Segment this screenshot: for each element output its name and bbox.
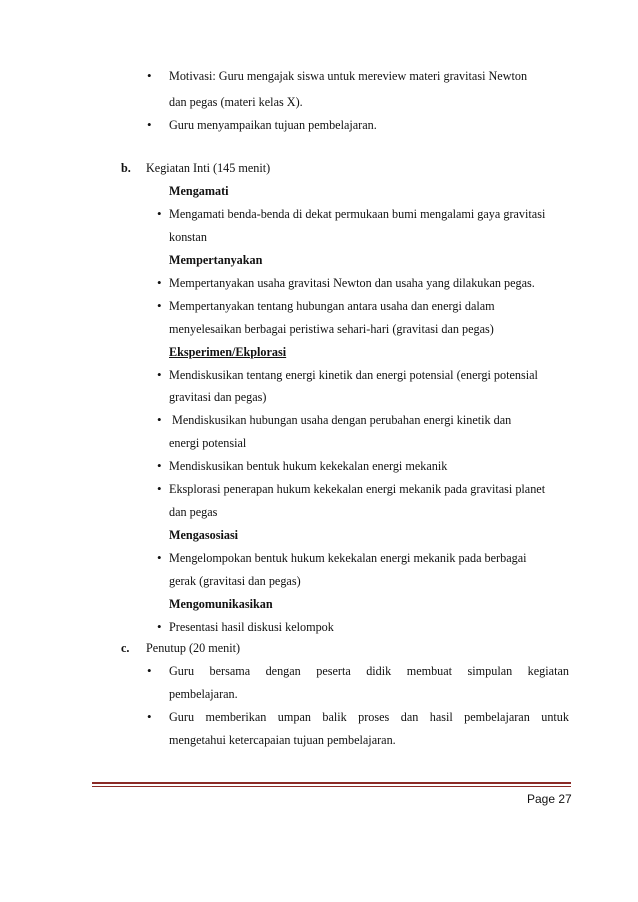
word: bersama <box>209 664 251 678</box>
word: untuk <box>541 710 569 724</box>
list-item-text: Eksplorasi penerapan hukum kekekalan energi mekanik pada gravitasi planet <box>169 482 546 496</box>
bullet-icon: • <box>147 663 152 678</box>
bullet-icon: • <box>147 117 152 132</box>
bullet-icon: • <box>157 412 162 427</box>
section-title: Penutup (20 menit) <box>146 641 241 655</box>
word: dengan <box>265 664 301 678</box>
word: hasil <box>429 710 453 724</box>
list-item-text: menyelesaikan berbagai peristiwa sehari-hari (gravitasi dan pegas) <box>169 322 494 336</box>
bullet-icon: • <box>147 709 152 724</box>
list-item-text: mengetahui ketercapaian tujuan pembelajaran. <box>169 733 396 747</box>
list-item-text: pembelajaran. <box>169 687 238 701</box>
bullet-icon: • <box>157 458 162 473</box>
list-item-text: dan pegas <box>169 505 218 519</box>
word: didik <box>366 664 392 678</box>
word: membuat <box>406 664 453 678</box>
subsection-heading: Eksperimen/Ekplorasi <box>169 345 287 359</box>
word: pembelajaran <box>464 710 530 724</box>
word: dan <box>400 710 419 724</box>
subsection-heading: Mengasosiasi <box>169 528 239 542</box>
list-item-text: Mengamati benda-benda di dekat permukaan bumi mengalami gaya gravitasi <box>169 207 546 221</box>
word: proses <box>358 710 390 724</box>
word: balik <box>322 710 347 724</box>
section-title: Kegiatan Inti (145 menit) <box>146 161 271 175</box>
justified-line <box>169 663 569 679</box>
section-letter: c. <box>121 641 130 655</box>
word: memberikan <box>205 710 267 724</box>
list-item-text: Mendiskusikan hubungan usaha dengan perubahan energi kinetik dan <box>172 413 512 427</box>
list-item-text: energi potensial <box>169 436 247 450</box>
list-item-text: gravitasi dan pegas) <box>169 390 267 404</box>
bullet-icon: • <box>157 550 162 565</box>
bullet-icon: • <box>157 298 162 313</box>
list-item-text: Presentasi hasil diskusi kelompok <box>169 620 334 634</box>
footer-rule <box>92 782 571 784</box>
list-item-text: konstan <box>169 230 207 244</box>
bullet-icon: • <box>157 481 162 496</box>
list-item-text: Mempertanyakan usaha gravitasi Newton dan usaha yang dilakukan pegas. <box>169 276 535 290</box>
bullet-icon: • <box>157 206 162 221</box>
bullet-icon: • <box>157 275 162 290</box>
word: peserta <box>316 664 351 678</box>
bullet-icon: • <box>157 367 162 382</box>
justified-line <box>169 709 569 725</box>
list-item-text: Mendiskusikan tentang energi kinetik dan energi potensial (energi potensial <box>169 368 538 382</box>
word: umpan <box>277 710 311 724</box>
word: simpulan <box>467 664 513 678</box>
list-item-text: Mendiskusikan bentuk hukum kekekalan energi mekanik <box>169 459 448 473</box>
list-item-text: gerak (gravitasi dan pegas) <box>169 574 301 588</box>
page-number: Page 27 <box>527 792 572 806</box>
list-item-text: Motivasi: Guru mengajak siswa untuk mereview materi gravitasi Newton <box>169 69 528 83</box>
word: kegiatan <box>527 664 569 678</box>
list-item-text: Guru menyampaikan tujuan pembelajaran. <box>169 118 377 132</box>
word: Guru <box>169 664 195 678</box>
list-item-text: dan pegas (materi kelas X). <box>169 95 303 109</box>
subsection-heading: Mengamati <box>169 184 229 198</box>
subsection-heading: Mempertanyakan <box>169 253 263 267</box>
subsection-heading: Mengomunikasikan <box>169 597 273 611</box>
footer-rule-thin <box>92 786 571 787</box>
list-item-text: Mengelompokan bentuk hukum kekekalan energi mekanik pada berbagai <box>169 551 527 565</box>
bullet-icon: • <box>157 619 162 634</box>
list-item-text: Mempertanyakan tentang hubungan antara usaha dan energi dalam <box>169 299 495 313</box>
word: Guru <box>169 710 195 724</box>
bullet-icon: • <box>147 68 152 83</box>
section-letter: b. <box>121 161 131 175</box>
